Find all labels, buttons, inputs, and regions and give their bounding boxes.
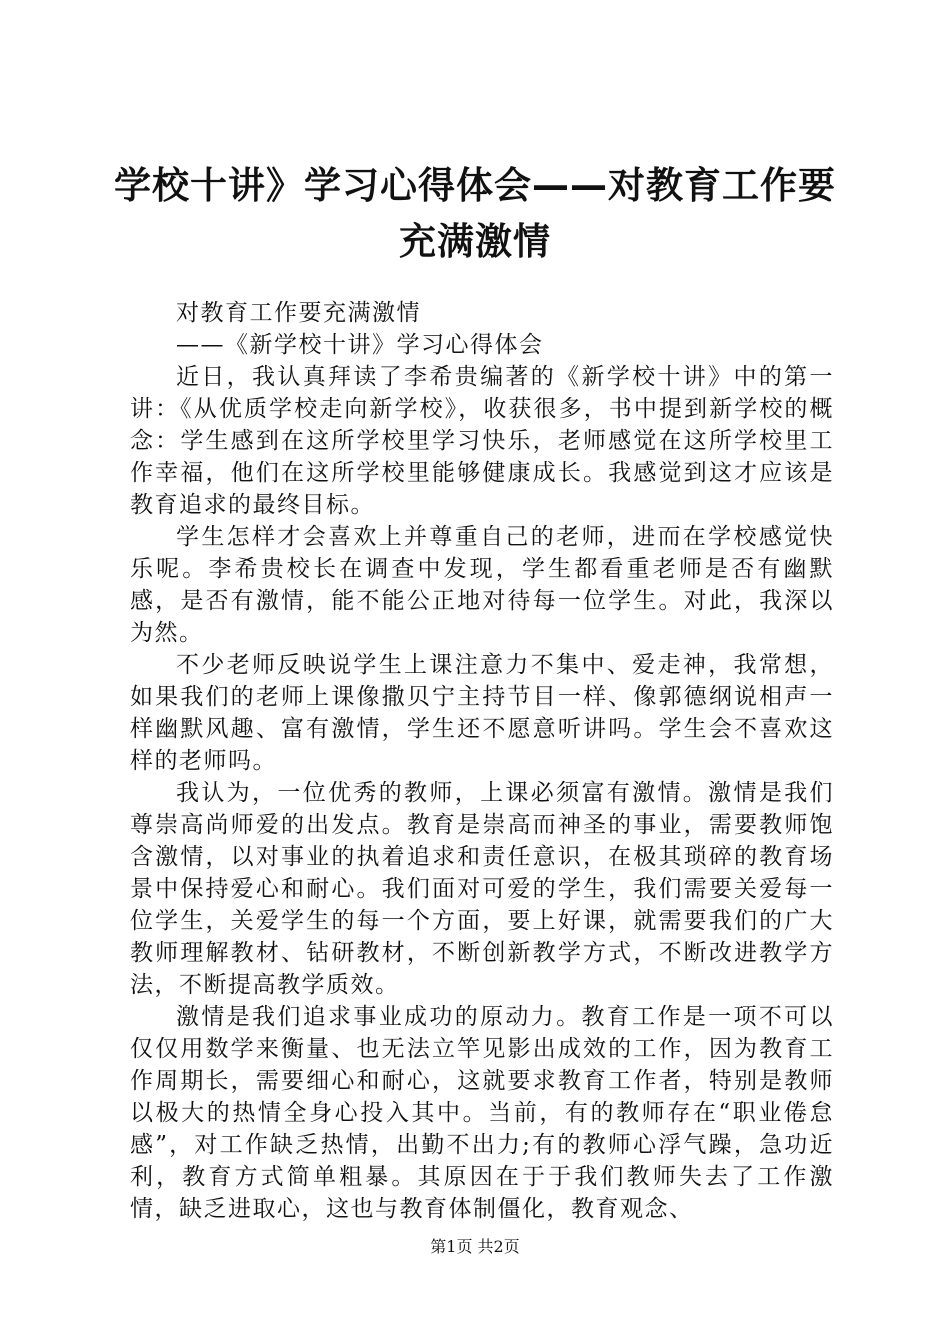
document-title: 学校十讲》学习心得体会——对教育工作要充满激情 — [114, 164, 836, 263]
body-paragraph: 学生怎样才会喜欢上并尊重自己的老师，进而在学校感觉快乐呢。李希贵校长在调查中发现，学生都看重老师是否有幽默感，是否有激情，能不能公正地对待每一位学生。对此，我深以为然。 — [130, 524, 834, 646]
subtitle-source-line: ——《新学校十讲》学习心得体会 — [176, 332, 544, 358]
page-footer: 第1页 共2页 — [430, 1237, 520, 1256]
body-paragraph: 激情是我们追求事业成功的原动力。教育工作是一项不可以仅仅用数学来衡量、也无法立竿见影出成效的工作，因为教育工作周期长，需要细心和耐心，这就要求教育工作者，特别是教师以极大的热情全身心投入其中。当前，有的教师存在“职业倦怠感”，对工作缺乏热情，出勤不出力;有的教师心浮气躁，急功近利，教育方式简单粗暴。其原因在于于我们教师失去了工作激情，缺乏进取心，这也与教育体制僵化，教育观念、 — [130, 1004, 834, 1222]
body-paragraph: 不少老师反映说学生上课注意力不集中、爱走神，我常想，如果我们的老师上课像撒贝宁主持节目一样、像郭德纲说相声一样幽默风趣、富有激情，学生还不愿意听讲吗。学生会不喜欢这样的老师吗。 — [130, 652, 834, 774]
body-paragraph: 我认为，一位优秀的教师，上课必须富有激情。激情是我们尊崇高尚师爱的出发点。教育是崇高而神圣的事业，需要教师饱含激情，以对事业的执着追求和责任意识，在极其琐碎的教育场景中保持爱心和耐心。我们面对可爱的学生，我们需要关爱每一位学生，关爱学生的每一个方面，要上好课，就需要我们的广大教师理解教材、钻研教材，不断创新教学方式，不断改进教学方法，不断提高教学质效。 — [130, 780, 834, 998]
document-body — [130, 297, 834, 1225]
body-paragraph: 近日，我认真拜读了李希贵编著的《新学校十讲》中的第一讲：《从优质学校走向新学校》，收获很多，书中提到新学校的概念：学生感到在这所学校里学习快乐，老师感觉在这所学校里工作幸福，他们在这所学校里能够健康成长。我感觉到这才应该是教育追求的最终目标。 — [130, 364, 834, 518]
subtitle-line: 对教育工作要充满激情 — [176, 300, 421, 326]
